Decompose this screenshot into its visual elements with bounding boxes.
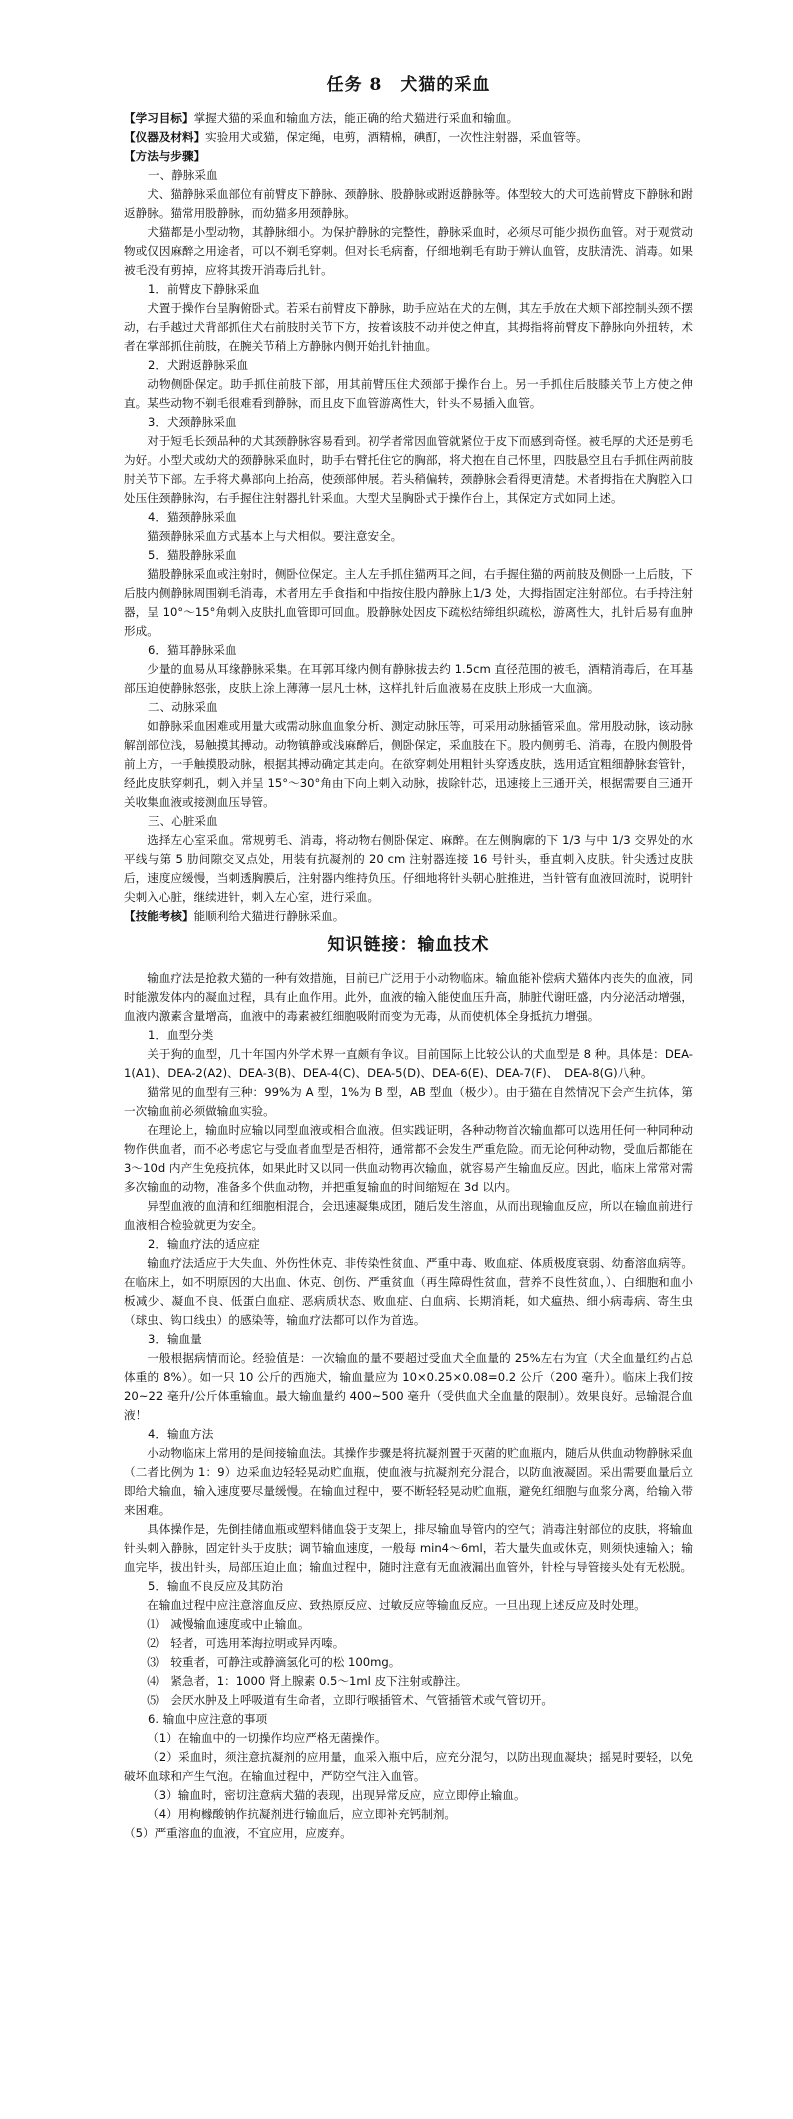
skill-assessment [124,907,693,926]
paragraph: 猫常见的血型有三种：99%为 A 型，1%为 B 型，AB 型血（极少）。由于猫在自然情况下会产生抗体，第一次输血前必须做输血实验。 [124,1085,693,1118]
list-item: （3）输血时，密切注意病犬猫的表现，出现异常反应，应立即停止输血。 [147,1788,526,1802]
list-item: （5）严重溶血的血液，不宜应用，应废弃。 [124,1826,352,1840]
paragraph: 一般根据病情而论。经验值是：一次输血的量不要超过受血犬全血量的 25%左右为宜（犬全血量红约占总体重的 8%）。如一只 10 公斤的西施犬，输血量应为 10×0.25×0.08=0.2 公斤（200 毫升）。临床上我们按 20~22 毫升/公斤体重输血。最大输血量约 400~500 毫升（受供血犬全血量的限制）。效果良好。忌输混合血液！ [124,1351,693,1422]
subheading: 6．猫耳静脉采血 [148,643,237,657]
section-venous-heading: 一、静脉采血 [148,168,218,182]
list-item: ⑶ 较重者，可静注或静滴氢化可的松 100mg。 [147,1655,401,1669]
list-item: ⑸ 会厌水肿及上呼吸道有生命者，立即行喉插管术、气管插管术或气管切开。 [147,1693,553,1707]
paragraph: 对于短毛长颈品种的犬其颈静脉容易看到。初学者常因血管就紧位于皮下而感到奇怪。被毛厚的犬还是剪毛为好。小型犬或幼犬的颈静脉采血时，助手右臂托住它的胸部，将犬抱在自己怀里，四肢悬空且右手抓住两前肢肘关节下部。左手将犬鼻部向上抬高，使颈部伸展。若头稍偏转，颈静脉会看得更清楚。术者拇指在犬胸腔入口处压住颈静脉沟，右手握住注射器扎针采血。大型犬呈胸卧式于操作台上，其保定方式如同上述。 [124,434,693,505]
method-label: 【方法与步骤】 [124,149,206,163]
goal-text: 掌握犬猫的采血和输血方法，能正确的给犬猫进行采血和输血。 [193,111,519,125]
goal-label: 【学习目标】 [124,111,194,125]
paragraph: 小动物临床上常用的是间接输血法。其操作步骤是将抗凝剂置于灭菌的贮血瓶内，随后从供血动物静脉采血（二者比例为 1：9）边采血边轻轻晃动贮血瓶，使血液与抗凝剂充分混合，以防血液凝固。采出需要血量后立即给犬输血，输入速度要尽量缓慢。在输血过程中，要不断轻轻晃动贮血瓶，避免红细胞与血浆分离，给输入带来困难。 [124,1446,693,1517]
paragraph: 输血疗法是抢救犬猫的一种有效措施，目前已广泛用于小动物临床。输血能补偿病犬猫体内丧失的血液，同时能激发体内的凝血过程，具有止血作用。此外，血液的输入能使血压升高，肺脏代谢旺盛，内分泌活动增强，血液内激素含量增高，血液中的毒素被红细胞吸附而变为无毒，从而使机体全身抵抗力增强。 [124,971,693,1023]
list-item: （1）在输血中的一切操作均应严格无菌操作。 [147,1731,387,1745]
list-item: ⑷ 紧急者，1：1000 肾上腺素 0.5～1ml 皮下注射或静注。 [147,1674,468,1688]
tools-materials [124,128,693,147]
paragraph: 输血疗法适应于大失血、外伤性休克、非传染性贫血、严重中毒、败血症、体质极度衰弱、幼畜溶血病等。在临床上，如不明原因的大出血、休克、创伤、严重贫血（再生障碍性贫血，营养不良性贫血，）、白细胞和血小板减少、凝血不良、低蛋白血症、恶病质状态、败血症、白血病、长期消耗，如犬瘟热、细小病毒病、寄生虫（球虫、钩口线虫）的感染等，输血疗法都可以作为首选。 [124,1256,693,1327]
paragraph: 犬置于操作台呈胸俯卧式。若采右前臂皮下静脉，助手应站在犬的左侧，其左手放在犬颊下部控制头颈不摆动，右手越过犬背部抓住犬右前肢肘关节下方，按着该肢不动并使之伸直，其拇指将前臂皮下静脉向外扭转，术者在掌部抓住前肢，在腕关节稍上方静脉内侧开始扎针抽血。 [124,301,693,353]
tools-text: 实验用犬或猫，保定绳，电剪，酒精棉，碘酊，一次性注射器，采血管等。 [205,130,588,144]
subheading: 5．猫股静脉采血 [148,548,237,562]
paragraph: 异型血液的血清和红细胞相混合，会迅速凝集成团，随后发生溶血，从而出现输血反应，所以在输血前进行血液相合检验就更为安全。 [124,1199,693,1232]
subheading: 2．犬跗返静脉采血 [148,358,249,372]
learning-goal [124,109,693,128]
method-heading [124,147,693,166]
subheading: 4．猫颈静脉采血 [148,510,237,524]
paragraph: 少量的血易从耳缘静脉采集。在耳郭耳缘内侧有静脉拔去约 1.5cm 直径范围的被毛，酒精消毒后，在耳基部压迫使静脉怒张，皮肤上涂上薄薄一层凡士林，这样扎针后血液易在皮肤上形成一大血滴。 [124,662,693,695]
paragraph: 动物侧卧保定。助手抓住前肢下部，用其前臂压住犬颈部于操作台上。另一手抓住后肢膝关节上方使之伸直。某些动物不剃毛很难看到静脉，而且皮下血管游离性大，针头不易插入血管。 [124,377,693,410]
paragraph: 犬、猫静脉采血部位有前臂皮下静脉、颈静脉、股静脉或跗返静脉等。体型较大的犬可选前臂皮下静脉和跗返静脉。猫常用股静脉，而幼猫多用颈静脉。 [124,187,693,220]
subheading: 3．犬颈静脉采血 [148,415,237,429]
subheading: 6. 输血中应注意的事项 [148,1712,268,1726]
list-item: ⑵ 轻者，可选用苯海拉明或异丙嗪。 [147,1636,345,1650]
paragraph: 在输血过程中应注意溶血反应、致热原反应、过敏反应等输血反应。一旦出现上述反应及时处理。 [147,1598,646,1612]
section-cardiac-heading: 三、心脏采血 [148,814,218,828]
section-arterial-heading: 二、动脉采血 [148,700,218,714]
skill-label: 【技能考核】 [124,909,194,923]
paragraph: 关于狗的血型，几十年国内外学术界一直颇有争议。目前国际上比较公认的犬血型是 8 种。具体是：DEA-1(A1)、DEA-2(A2)、DEA-3(B)、DEA-4(C)、DEA-5(D)、DEA-6(E)、DEA-7(F)、 DEA-8(G)八种。 [124,1047,693,1080]
skill-text: 能顺利给犬猫进行静脉采血。 [193,909,345,923]
task-title: 任务 8 犬猫的采血 [326,75,491,95]
subheading: 1．血型分类 [148,1028,214,1042]
paragraph: 在理论上，输血时应输以同型血液或相合血液。但实践证明，各种动物首次输血都可以选用任何一种同种动物作供血者，而不必考虑它与受血者血型是否相符，通常都不会发生严重危险。而无论何种动物，受血后都能在 3～10d 内产生免疫抗体，如果此时又以同一供血动物再次输血，就容易产生输血反应。因此，临床上常常对需多次输血的动物，准备多个供血动物，并把重复输血的时间缩短在 3d 以内。 [124,1123,693,1194]
subheading: 2．输血疗法的适应症 [148,1237,260,1251]
tools-label: 【仪器及材料】 [124,130,206,144]
subheading: 5．输血不良反应及其防治 [148,1579,283,1593]
paragraph: 具体操作是，先倒挂储血瓶或塑料储血袋于支架上，排尽输血导管内的空气；消毒注射部位的皮肤，将输血针头刺入静脉，固定针头于皮肤；调节输血速度，一般每 min4～6ml，若大量失血或休克，则须快速输入；输血完毕，拔出针头，局部压迫止血；输血过程中，随时注意有无血液漏出血管外，针栓与导管接头处有无松脱。 [124,1522,693,1574]
paragraph: 犬猫都是小型动物，其静脉细小。为保护静脉的完整性，静脉采血时，必须尽可能少损伤血管。对于观赏动物或仅因麻醉之用途者，可以不剃毛穿刺。但对长毛病畜，仔细地剃毛有助于辨认血管，皮肤清洗、消毒。如果被毛没有剪掉，应将其拨开消毒后扎针。 [124,225,693,277]
subheading: 1．前臂皮下静脉采血 [148,282,260,296]
subheading: 4．输血方法 [148,1427,214,1441]
paragraph: 猫颈静脉采血方式基本上与犬相似。要注意安全。 [147,529,403,543]
paragraph: 猫股静脉采血或注射时，侧卧位保定。主人左手抓住猫两耳之间，右手握住猫的两前肢及侧卧一上后肢，下后肢内侧静脉周围剃毛消毒，术者用左手食指和中指按住股内静脉上1/3 处，大拇指固定注射部位。右手持注射器，呈 10°～15°角刺入皮肤扎血管即可回血。股静脉处因皮下疏松结缔组织疏松，游离性大，扎针后易有血肿形成。 [124,567,693,638]
paragraph: 如静脉采血困难或用量大或需动脉血血象分析、测定动脉压等，可采用动脉插管采血。常用股动脉，该动脉解剖部位浅，易触摸其搏动。动物镇静或浅麻醉后，侧卧保定，采血肢在下。股内侧剪毛、消毒，在股内侧股骨前上方，一手触摸股动脉，根据其搏动确定其走向。在欲穿刺处用粗针头穿透皮肤，选用适宜粗细静脉套管针，经此皮肤穿刺孔，刺入并呈 15°～30°角由下向上刺入动脉，拔除针芯，迅速接上三通开关，根据需要自三通开关收集血液或接测血压导管。 [124,719,693,809]
list-item: （2）采血时，须注意抗凝剂的应用量，血采入瓶中后，应充分混匀，以防出现血凝块；摇晃时要轻，以免破坏血球和产生气泡。在输血过程中，严防空气注入血管。 [124,1750,693,1783]
knowledge-link-title: 知识链接：输血技术 [327,935,490,955]
list-item: ⑴ 减慢输血速度或中止输血。 [147,1617,310,1631]
paragraph: 选择左心室采血。常规剪毛、消毒，将动物右侧卧保定、麻醉。在左侧胸廓的下 1/3 与中 1/3 交界处的水平线与第 5 肋间隙交叉点处，用装有抗凝剂的 20 cm 注射器连接 16 号针头，垂直刺入皮肤。针尖透过皮肤后，速度应缓慢，当刺透胸膜后，注射器内维持负压。仔细地将针头朝心脏推进，当针管有血液回流时，说明针尖刺入心脏，继续进针，刺入左心室，进行采血。 [124,833,693,904]
subheading: 3．输血量 [148,1332,202,1346]
list-item: （4）用枸橼酸钠作抗凝剂进行输血后，应立即补充钙制剂。 [147,1807,457,1821]
